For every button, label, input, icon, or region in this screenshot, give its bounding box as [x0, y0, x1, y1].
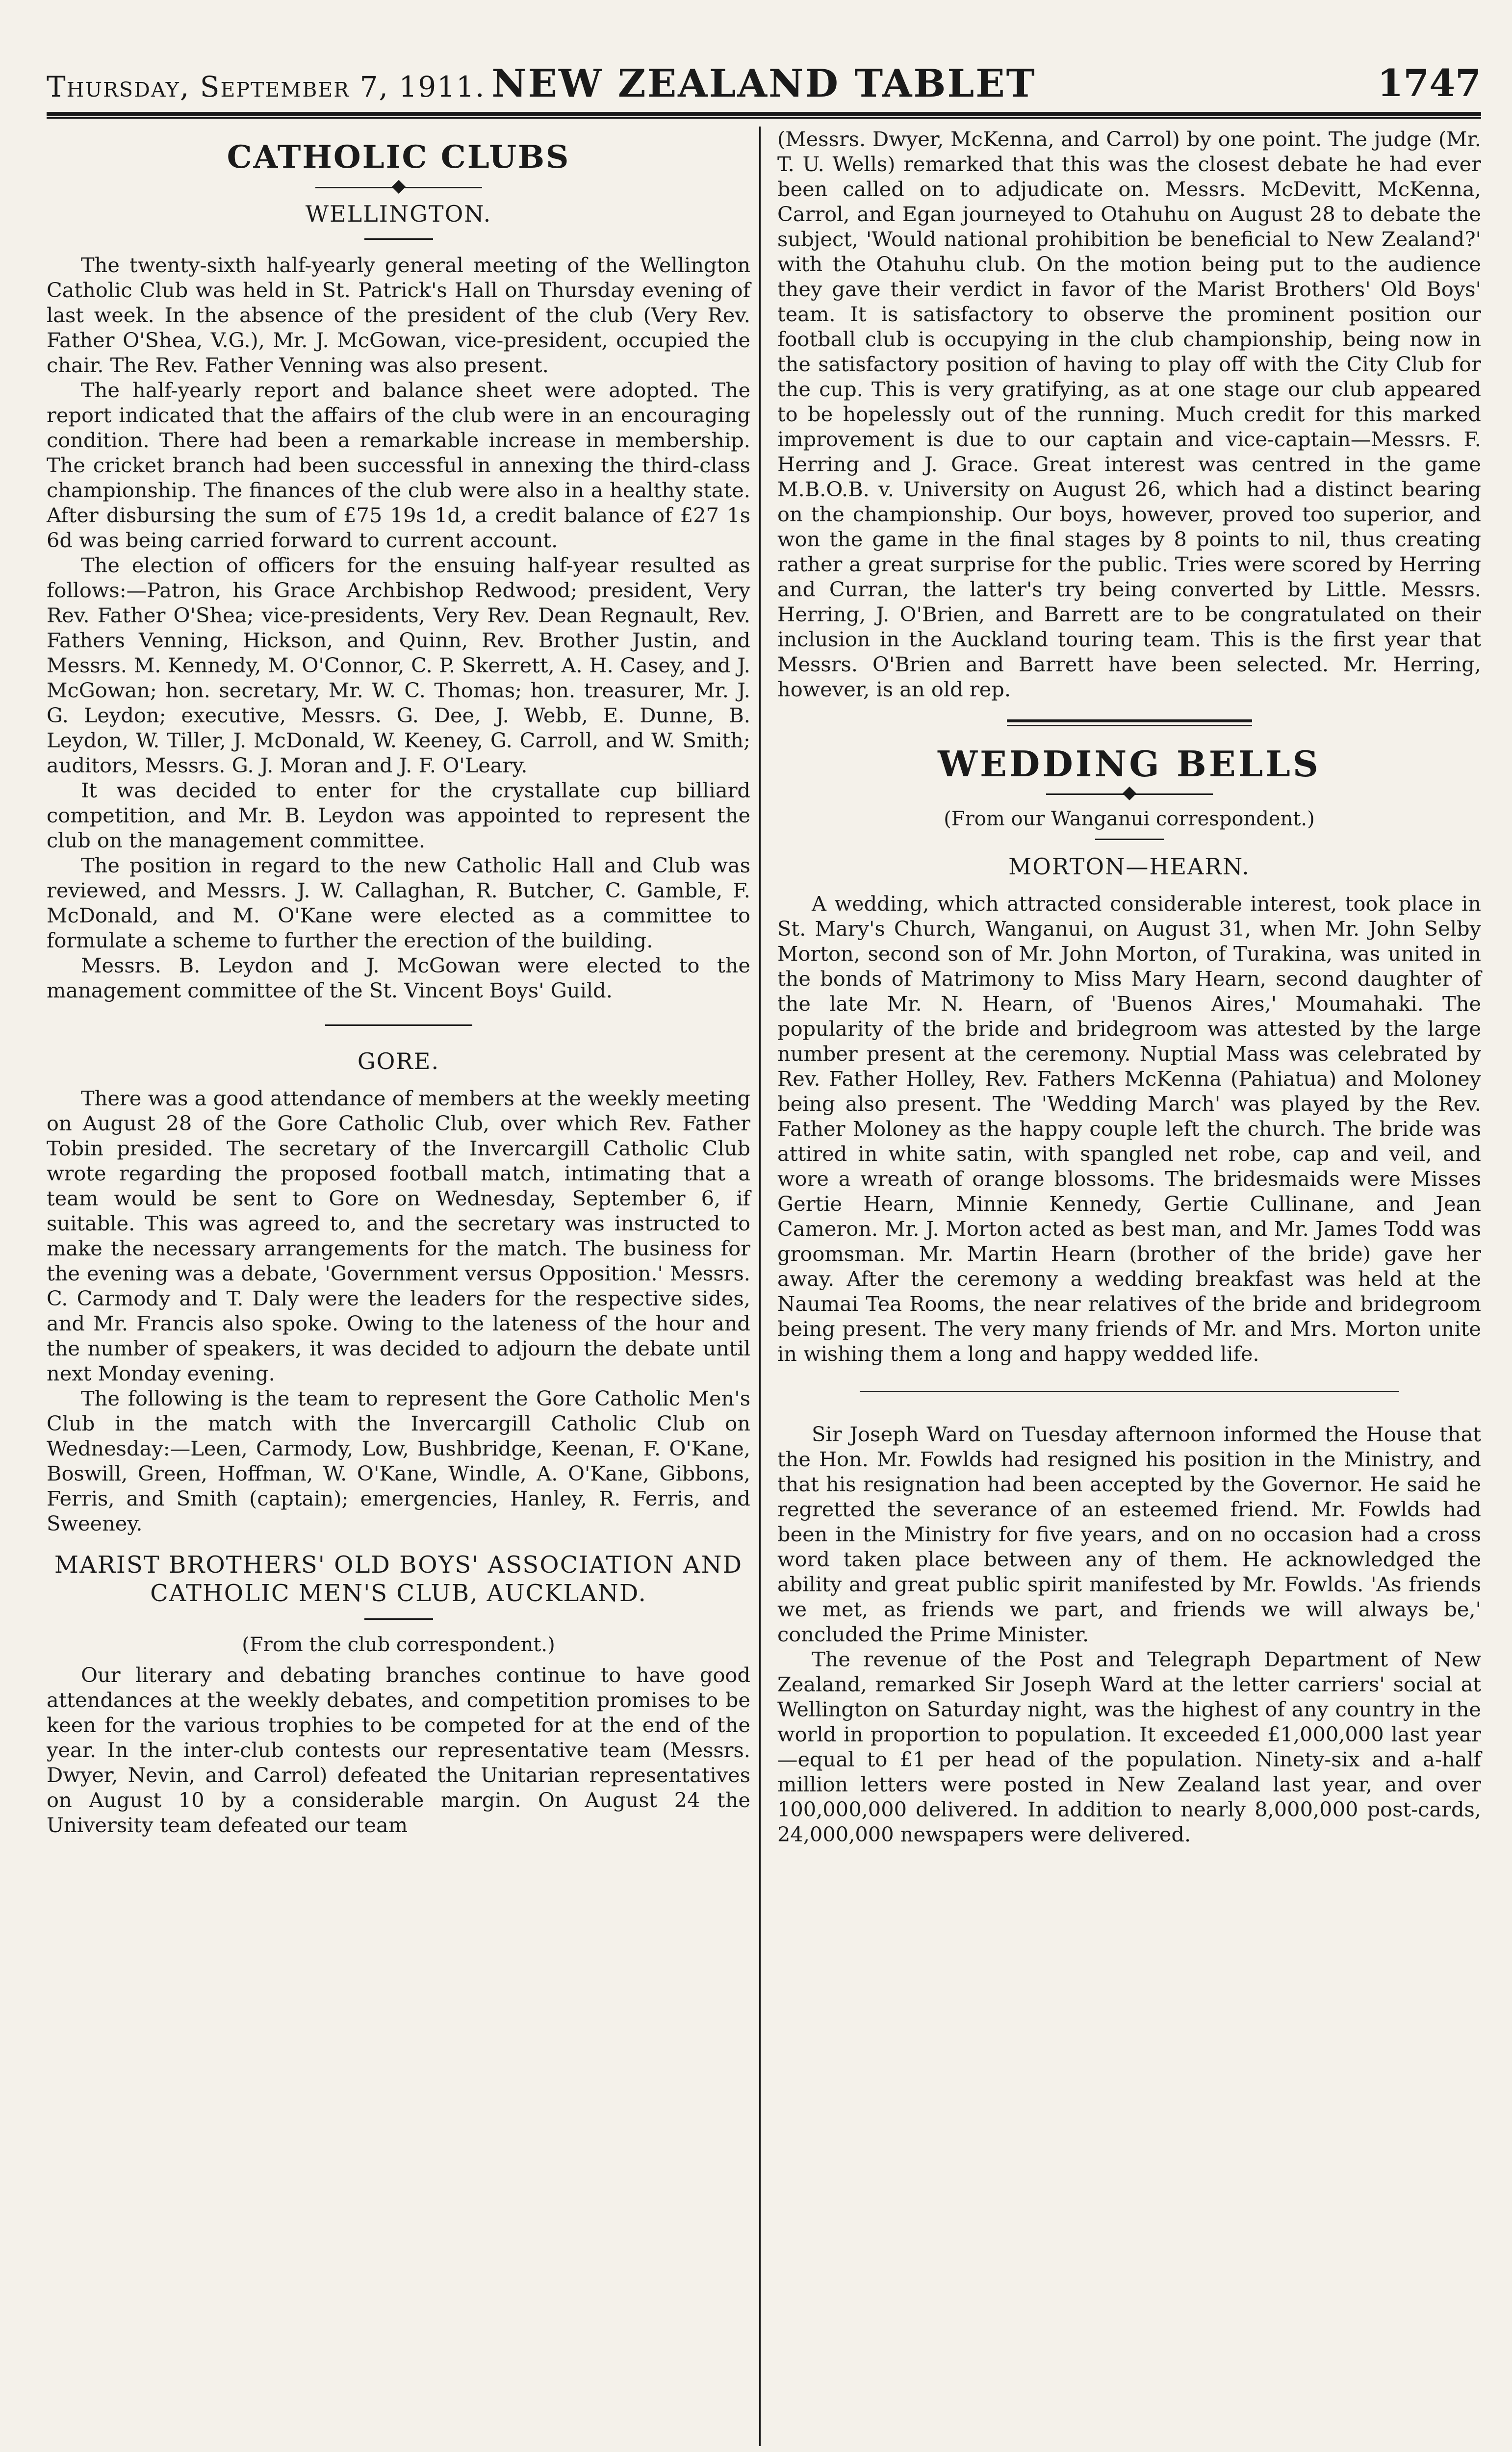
subhead-gore: GORE. [357, 1048, 440, 1074]
subhead-morton-hearn: MORTON—HEARN. [1008, 853, 1250, 880]
short-rule [364, 238, 433, 240]
section-title-catholic-clubs: CATHOLIC CLUBS [227, 139, 570, 176]
paragraph: It was decided to enter for the crystallate cup billiard competition, and Mr. B. Leydon was appointed to represent the club on the management committee. [47, 778, 750, 852]
short-rule [364, 1618, 433, 1620]
section-title-wedding-bells: WEDDING BELLS [938, 743, 1321, 785]
paragraph: Messrs. B. Leydon and J. McGowan were elected to the management committee of the St. Vincent Boys' Guild. [47, 953, 750, 1002]
heavy-rule [1007, 719, 1252, 726]
paragraph: The revenue of the Post and Telegraph Department of New Zealand, remarked Sir Joseph Ward at the letter carriers' social at Wellington on Saturday night, was the highest of any country in the world in proportion to population. It exceeded £1,000,000 last year—equal to £1 per head of the population. Ninety-six and a-half million letters were posted in New Zealand last year, and over 100,000,000 delivered. In addition to nearly 8,000,000 post-cards, 24,000,000 newspapers were delivered. [777, 1647, 1481, 1846]
column-separator [759, 127, 761, 2446]
paragraph: The half-yearly report and balance sheet were adopted. The report indicated that the affairs of the club were in an encouraging condition. There had been a remarkable increase in membership. The cricket branch had been successful in annexing the third-class championship. The finances of the club were also in a healthy state. After disbursing the sum of £75 19s 1d, a credit balance of £27 1s 6d was being carried forward to current account. [47, 378, 750, 552]
ornament-divider [315, 180, 482, 195]
paragraph: The election of officers for the ensuing half-year resulted as follows:—Patron, his Grace Archbishop Redwood; president, Very Rev. Father O'Shea; vice-presidents, Very Rev. Dean Regnault, Rev. Fathers Venning, Hickson, and Quinn, Rev. Brother Justin, and Messrs. M. Kennedy, M. O'Connor, C. P. Skerrett, A. H. Casey, and J. McGowan; hon. secretary, Mr. W. C. Thomas; hon. treasurer, Mr. J. G. Leydon; executive, Messrs. G. Dee, J. Webb, E. Dunne, B. Leydon, W. Tiller, J. McDonald, W. Keeney, G. Carroll, and W. Smith; auditors, Messrs. G. J. Moran and J. F. O'Leary. [47, 553, 750, 777]
issue-date: Thursday, September 7, 1911. [47, 70, 486, 103]
paragraph: Sir Joseph Ward on Tuesday afternoon informed the House that the Hon. Mr. Fowlds had resigned his position in the Ministry, and that his resignation had been accepted by the Governor. He said he regretted the severance of an esteemed friend. Mr. Fowlds had been in the Ministry for five years, and on no occasion had a cross word taken place between any of them. He acknowledged the ability and great public spirit manifested by Mr. Fowlds. 'As friends we met, as friends we part, and friends we will always be,' concluded the Prime Minister. [777, 1422, 1481, 1646]
correspondent-credit: (From our Wanganui correspondent.) [944, 808, 1315, 830]
paragraph: A wedding, which attracted considerable interest, took place in St. Mary's Church, Wanganui, on August 31, when Mr. John Selby Morton, second son of Mr. John Morton, of Turakina, was united in the bonds of Matrimony to Miss Mary Hearn, second daughter of the late Mr. N. Hearn, of 'Buenos Aires,' Moumahaki. The popularity of the bride and bridegroom was attested by the large number present at the ceremony. Nuptial Mass was celebrated by Rev. Father Holley, Rev. Fathers McKenna (Pahiatua) and Moloney being also present. The 'Wedding March' was played by the Rev. Father Moloney as the happy couple left the church. The bride was attired in white satin, with spangled net robe, cap and veil, and wore a wreath of orange blossoms. The bridesmaids were Misses Gertie Hearn, Minnie Kennedy, Gertie Cullinane, and Jean Cameron. Mr. J. Morton acted as best man, and Mr. James Todd was groomsman. Mr. Martin Hearn (brother of the bride) gave her away. After the ceremony a wedding breakfast was held at the Naumai Tea Rooms, the near relatives of the bride and bridegroom being present. The very many friends of Mr. and Mrs. Morton unite in wishing them a long and happy wedded life. [777, 892, 1481, 1366]
paragraph: The position in regard to the new Catholic Hall and Club was reviewed, and Messrs. J. W. Callaghan, R. Butcher, C. Gamble, F. McDonald, and M. O'Kane were elected as a committee to formulate a scheme to further the erection of the building. [47, 853, 750, 952]
section-rule [860, 1391, 1399, 1392]
masthead-rule [47, 112, 1481, 119]
paragraph: There was a good attendance of members at the weekly meeting on August 28 of the Gore Catholic Club, over which Rev. Father Tobin presided. The secretary of the Invercargill Catholic Club wrote regarding the proposed football match, intimating that a team would be sent to Gore on Wednesday, September 6, if suitable. This was agreed to, and the secretary was instructed to make the necessary arrangements for the match. The business for the evening was a debate, 'Government versus Opposition.' Messrs. C. Carmody and T. Daly were the leaders for the respective sides, and Mr. Francis also spoke. Owing to the lateness of the hour and the number of speakers, it was decided to adjourn the debate until next Monday evening. [47, 1086, 750, 1385]
newspaper-title: NEW ZEALAND TABLET [491, 61, 1036, 106]
paragraph-continued: (Messrs. Dwyer, McKenna, and Carrol) by one point. The judge (Mr. T. U. Wells) remarked that this was the closest debate he had ever been called on to adjudicate on. Messrs. McDevitt, McKenna, Carrol, and Egan journeyed to Otahuhu on August 28 to debate the subject, 'Would national prohibition be beneficial to New Zealand?' with the Otahuhu club. On the motion being put to the audience they gave their verdict in favor of the Marist Brothers' Old Boys' team. It is satisfactory to observe the prominent position our football club is occupying in the club championship, being now in the satisfactory position of having to play off with the City Club for the cup. This is very gratifying, as at one stage our club appeared to be hopelessly out of the running. Much credit for this marked improvement is due to our captain and vice-captain—Messrs. F. Herring and J. Grace. Great interest was centred in the game M.B.O.B. v. University on August 26, which had a distinct bearing on the championship. Our boys, however, proved too superior, and won the game in the final stages by 8 points to nil, thus creating rather a great surprise for the public. Tries were scored by Herring and Curran, the latter's try being converted by Little. Messrs. Herring, J. O'Brien, and Barrett are to be congratulated on their inclusion in the Auckland touring team. This is the first year that Messrs. O'Brien and Barrett have been selected. Mr. Herring, however, is an old rep. [777, 127, 1481, 701]
paragraph: The twenty-sixth half-yearly general meeting of the Wellington Catholic Club was held in St. Patrick's Hall on Thursday evening of last week. In the absence of the president of the club (Very Rev. Father O'Shea, V.G.), Mr. J. McGowan, vice-president, occupied the chair. The Rev. Father Venning was also present. [47, 253, 750, 377]
page-number: 1747 [1377, 61, 1481, 105]
left-column [47, 127, 750, 1838]
short-rule [1095, 839, 1164, 840]
subhead-marist-brothers: MARIST BROTHERS' OLD BOYS' ASSOCIATION AND CATHOLIC MEN'S CLUB, AUCKLAND. [54, 1551, 743, 1607]
masthead [47, 61, 1481, 110]
ornament-divider [1046, 787, 1213, 802]
section-rule [325, 1024, 472, 1026]
right-column [777, 127, 1481, 1847]
paragraph: Our literary and debating branches continue to have good attendances at the weekly debates, and competition promises to be keen for the various trophies to be competed for at the end of the year. In the inter-club contests our representative team (Messrs. Dwyer, Nevin, and Carrol) defeated the Unitarian representatives on August 10 by a considerable margin. On August 24 the University team defeated our team [47, 1663, 750, 1837]
subhead-wellington: WELLINGTON. [305, 201, 492, 227]
correspondent-credit: (From the club correspondent.) [242, 1634, 555, 1656]
paragraph: The following is the team to represent the Gore Catholic Men's Club in the match with the Invercargill Catholic Club on Wednesday:—Leen, Carmody, Low, Bushbridge, Keenan, F. O'Kane, Boswill, Green, Hoffman, W. O'Kane, Windle, A. O'Kane, Gibbons, Ferris, and Smith (captain); emergencies, Hanley, R. Ferris, and Sweeney. [47, 1386, 750, 1535]
